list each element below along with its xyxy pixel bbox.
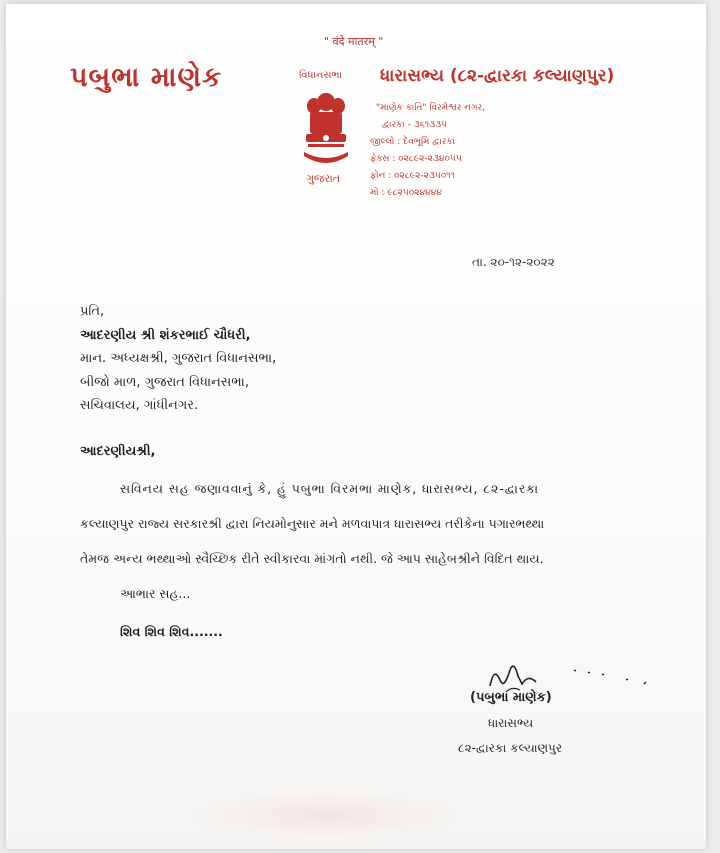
address-line: જીલ્લો : દેવભૂમિ દ્વારકા (370, 137, 455, 147)
address-line: મો : ૯૮૨૫૦૨૪૪૪૪ (370, 188, 442, 198)
letterhead-address (370, 100, 650, 202)
signatory-constituency: ૮૨-દ્વારકા કલ્યાણપુર (458, 741, 563, 755)
thanks-line: આભાર સહ... (120, 586, 191, 601)
address-line: "માણેક કાતિ" વિરમેશ્વર નગર, (376, 103, 486, 113)
signatory-name: (પબુભા માણેક) (470, 690, 552, 705)
letterhead-state: ગુજરાત (306, 172, 341, 185)
recipient-line: સચિવાલય, ગાંધીનગર. (80, 398, 199, 413)
closing-line: શિવ શિવ શિવ....... (120, 624, 223, 639)
address-line: દ્વારકા - ૩૬૧૩૩૫ (382, 120, 448, 130)
address-line: ફેક્સ : ૦૨૮૯૨-૨૩૪૦૫૫ (370, 154, 462, 164)
letterhead-assembly: વિધાનસભા (299, 70, 342, 81)
paper-smudge (186, 790, 466, 840)
letterhead-mla-title: ધારાસભ્ય (૮૨-દ્વારકા કલ્યાણપુર) (380, 66, 615, 86)
salutation: આદરણીયશ્રી, (80, 444, 156, 459)
body-line: સવિનય સહ જણાવવાનું કે, હું પબુભા વિરમભા માણેક, ધારાસભ્ય, ૮૨-દ્વારકા (120, 481, 539, 496)
recipient-line: બીજો માળ, ગુજરાત વિધાનસભા, (80, 374, 250, 390)
letterhead-motto: " वंदे मातरम् " (324, 35, 384, 48)
recipient-block (80, 300, 276, 418)
signatory-title: ધારાસભ્ય (488, 716, 534, 730)
letter-date: તા. ૨૦-૧૨-૨૦૨૨ (472, 255, 555, 269)
recipient-prefix: પ્રતિ, (80, 304, 105, 319)
address-line: ફોન : ૦૨૮૯૨-૨૩૫૦૧૧ (370, 171, 456, 181)
national-emblem-icon (298, 90, 354, 172)
letterhead-name: પબુભા માણેક (70, 62, 223, 93)
letter-page (6, 4, 706, 849)
recipient-line: માન. અધ્યક્ષશ્રી, ગુજરાત વિધાનસભા, (80, 351, 277, 366)
body-line: તેમજ અન્ય ભથ્થાઓ સ્વૈચ્છિક રીતે સ્વીકારવા માંગતો નથી. જે આપ સાહેબશ્રીને વિદિત થાય. (80, 551, 544, 566)
body-line: કલ્યાણપુર રાજ્ય સરકારશ્રી દ્વારા નિયમોનુસાર મને મળવાપાત્ર ધારાસભ્ય તરીકેના પગારભથ્થા (80, 516, 545, 531)
recipient-name: આદરણીય શ્રી શંકરભાઈ ચૌધરી, (80, 327, 251, 343)
